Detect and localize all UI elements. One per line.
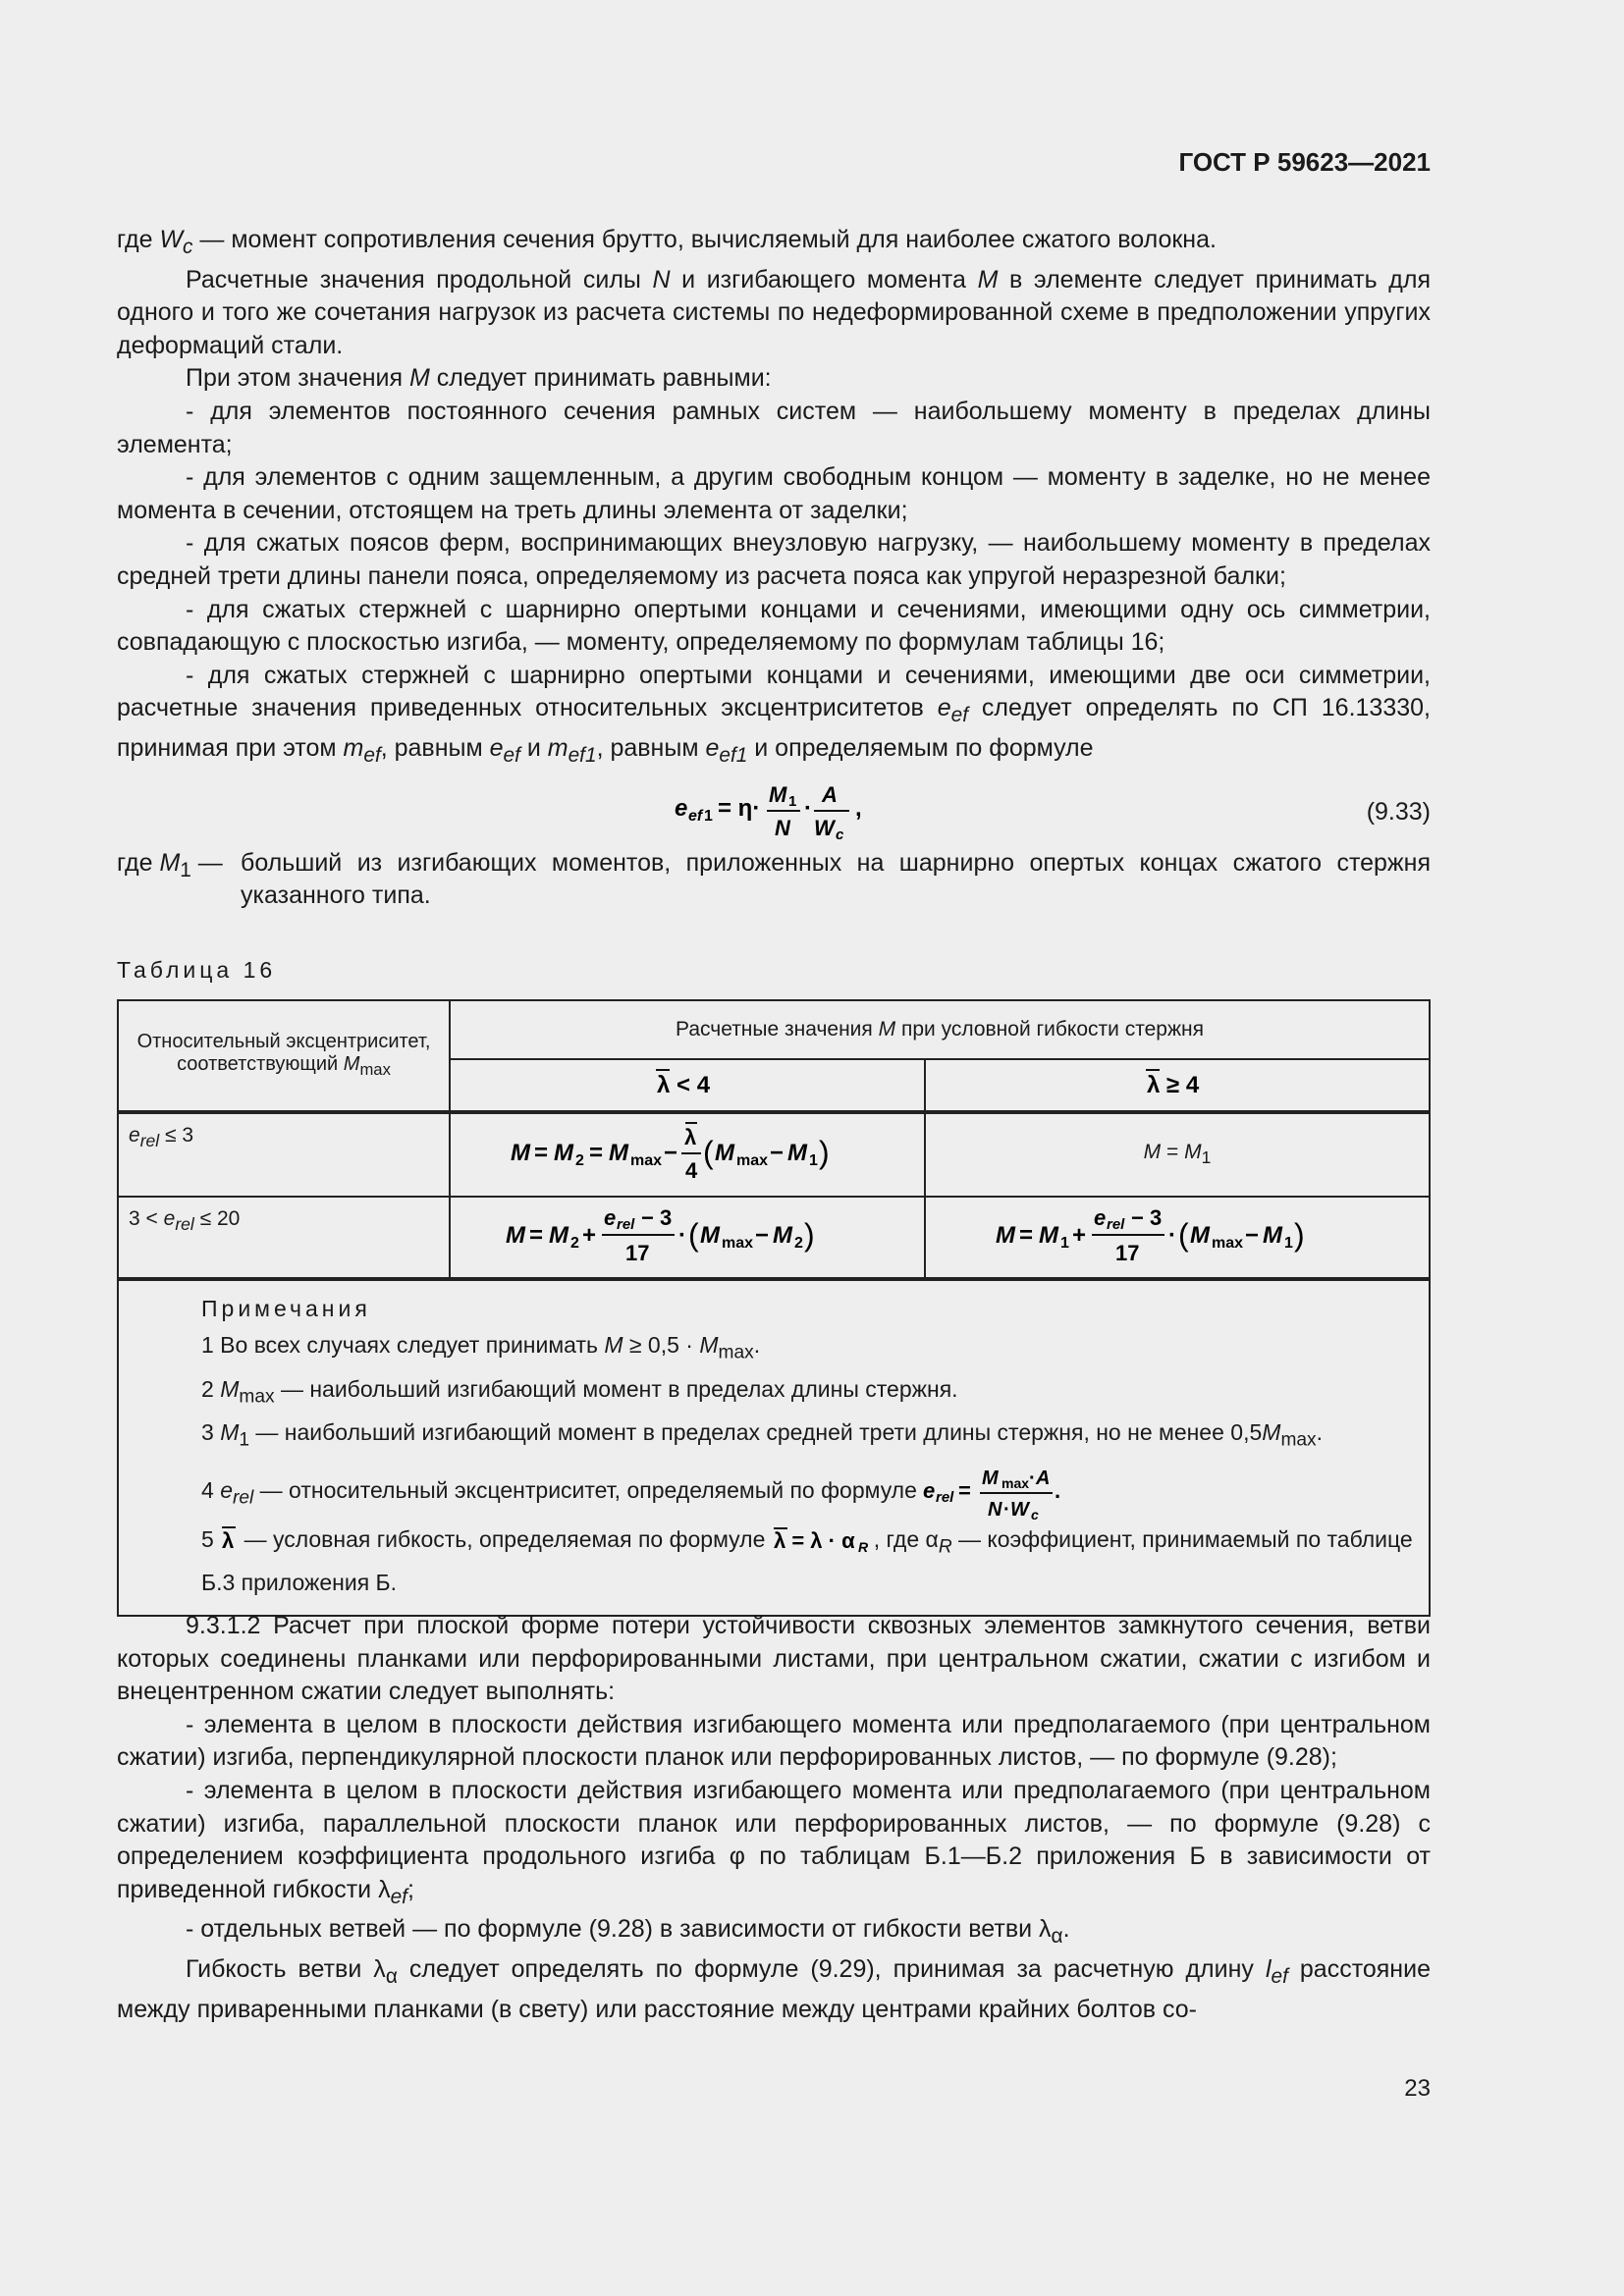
svg-text:λ ≥ 4: λ ≥ 4 (1147, 1071, 1200, 1098)
table-cell: $3 < e_{rel} \le 20$ (118, 1197, 450, 1279)
note-item: 2 $M_{max}$ — наибольший изгибающий момент в пределах длины стержня. (201, 1375, 958, 1408)
svg-text:M: M (554, 1139, 573, 1166)
svg-text:max: max (1212, 1234, 1244, 1252)
table-cell: $e_{rel} \le 3$ (118, 1112, 450, 1197)
svg-text:− 3: − 3 (641, 1204, 673, 1230)
svg-text:+: + (1072, 1221, 1087, 1249)
svg-text:rel: rel (936, 1488, 954, 1506)
main-text (117, 224, 1431, 913)
list-item: - для сжатых стержней с шарнирно опертыми концами и сечениями, имеющими две оси симметрии, расчетные значения приведенных относительных эксцентриситетов $e_{ef}$ следует определять по СП 16.13330, принимая при этом $m_{ef}$, равным $e_{ef}$ и $m_{ef1}$, равным $e_{ef1}$ и определяемым по формуле (117, 661, 1431, 767)
formula-row2-ge (996, 1200, 1359, 1270)
paragraph: Гибкость ветви $\lambda_\alpha$ следует определять по формуле (9.29), принимая за расчетную длину $l_{ef}$ расстояние между приваренными планками (в свету) или расстояние между центрами крайних болтов со- (117, 1954, 1431, 2023)
svg-text:A: A (1036, 1467, 1051, 1489)
table-notes: Примечания 1 Во всех случаях следует принимать $M \ge 0,5 \cdot M_{max}$. 2 $M_{max}$ — наибольший изгибающий момент в пределах длины стержня. 3 $M_1$ — наибольший изгибающий момент в пределах средней трети длины стержня, но не менее $0,5M_{max}$. 4 $e_{rel}$ — относительный эксцентриситет, определяемый по формуле e rel = M max · A N · W c . 5 λ — условная гибкость, определяемая по формуле λ = λ · α R , где $\alpha_R$ — коэффициент, принимаемый по таблице Б.3 приложения Б. (118, 1279, 1430, 1616)
svg-text:max: max (630, 1151, 663, 1169)
main-text-continued (117, 1610, 1431, 2026)
svg-text:1: 1 (704, 807, 713, 825)
svg-text:=: = (529, 1221, 544, 1249)
table-header-cell: Относительный эксцентриситет, соответствующий $M_{max}$ (118, 1000, 450, 1112)
formula-eef1 (675, 778, 910, 843)
svg-text:·: · (1168, 1221, 1176, 1249)
svg-text:M: M (715, 1139, 734, 1166)
table-cell (450, 1112, 925, 1197)
svg-text:4: 4 (685, 1157, 698, 1183)
svg-text:+: + (582, 1221, 597, 1249)
list-item: - элемента в целом в плоскости действия изгибающего момента или предполагаемого (при центральном сжатии) изгиба, перпендикулярной плоскости планок или перфорированных листов, — по формуле (9.28); (117, 1710, 1431, 1772)
svg-text:(: ( (1178, 1216, 1189, 1253)
svg-text:): ) (804, 1216, 815, 1253)
svg-text:·: · (1029, 1467, 1036, 1489)
svg-text:λ: λ (684, 1124, 697, 1149)
svg-text:M: M (700, 1221, 720, 1249)
svg-text:M: M (996, 1221, 1015, 1249)
note-item: 3 $M_1$ — наибольший изгибающий момент в пределах средней трети длины стержня, но не менее $0,5M_{max}$. (201, 1419, 1324, 1451)
svg-text:− 3: − 3 (1131, 1204, 1163, 1230)
where-clause: где $M_1$ — больший из изгибающих моментов, приложенных на шарнирно опертых концах сжатого стержня указанного типа. (117, 848, 1431, 910)
table-16 (117, 999, 1431, 1617)
svg-text:rel: rel (617, 1215, 635, 1233)
formula-erel (923, 1463, 1060, 1522)
svg-text:M: M (511, 1139, 530, 1166)
list-item: - элемента в целом в плоскости действия изгибающего момента или предполагаемого (при центральном сжатии) изгиба, параллельной плоскости планок или перфорированных листов, — по формуле (9.28) с определением коэффициента продольного изгиба φ по таблицам Б.1—Б.2 приложения Б в зависимости от приведенной гибкости $\lambda_{ef}$; (117, 1776, 1431, 1908)
equation-number: (9.33) (1366, 797, 1431, 826)
lambda-bar-symbol (220, 1523, 238, 1551)
document-id: ГОСТ Р 59623—2021 (1178, 147, 1431, 177)
svg-text:rel: rel (1107, 1215, 1125, 1233)
svg-text:1: 1 (1060, 1234, 1069, 1252)
list-item: - для сжатых поясов ферм, воспринимающих внеузловую нагрузку, — наибольшему моменту в пределах средней трети длины панели пояса, определяемому из расчета пояса как упругой неразрезной балки; (117, 529, 1431, 590)
svg-text:−: − (770, 1139, 785, 1166)
svg-text:1: 1 (809, 1151, 818, 1169)
svg-text:=: = (589, 1139, 604, 1166)
svg-text:A: A (822, 781, 838, 807)
svg-text:2: 2 (570, 1234, 579, 1252)
list-item: - отдельных ветвей — по формуле (9.28) в зависимости от гибкости ветви $\lambda_\alpha$. (186, 1915, 1070, 1949)
svg-text:.: . (1055, 1477, 1061, 1503)
note-item: 1 Во всех случаях следует принимать $M \ge 0,5 \cdot M_{max}$. (201, 1332, 761, 1363)
svg-text:−: − (1245, 1221, 1260, 1249)
svg-text:=: = (1019, 1221, 1034, 1249)
svg-text:N: N (775, 815, 790, 840)
paragraph: где $W_c$ — момент сопротивления сечения брутто, вычисляемый для наиболее сжатого волокна. (117, 226, 1217, 258)
svg-text:M: M (787, 1139, 807, 1166)
svg-text:M: M (1190, 1221, 1210, 1249)
svg-text:λ: λ (222, 1527, 235, 1551)
formula-row2-lt (506, 1200, 869, 1270)
lambda-lt-4 (653, 1065, 722, 1100)
list-item: - для сжатых стержней с шарнирно опертыми концами и сечениями, имеющими одну ось симметрии, совпадающую с плоскостью изгиба, — моменту, определяемому по формулам таблицы 16; (117, 595, 1431, 657)
svg-text:): ) (819, 1134, 830, 1170)
table-caption: Таблица 16 (117, 957, 277, 983)
svg-text:−: − (664, 1139, 678, 1166)
svg-text:17: 17 (1115, 1240, 1140, 1265)
note-item: 5 λ — условная гибкость, определяемая по формуле λ = λ · α R , где $\alpha_R$ — коэффициент, принимаемый по таблице Б.3 приложения Б. (201, 1522, 1415, 1602)
page-number: 23 (1404, 2075, 1431, 2102)
svg-text:=: = (958, 1477, 972, 1503)
table-cell (925, 1197, 1430, 1279)
formula-lambda-bar (772, 1523, 874, 1553)
svg-text:e: e (675, 794, 688, 822)
table-cell (450, 1197, 925, 1279)
list-item: - для элементов постоянного сечения рамных систем — наибольшему моменту в пределах длины элемента; (117, 397, 1431, 458)
svg-text:M: M (609, 1139, 628, 1166)
svg-text:): ) (1294, 1216, 1305, 1253)
svg-text:e: e (604, 1204, 617, 1230)
table-header-cell (450, 1059, 925, 1112)
svg-text:(: ( (703, 1134, 714, 1170)
svg-text:= η·: = η· (718, 794, 761, 822)
svg-text:λ = λ · α: λ = λ · α (773, 1527, 855, 1553)
svg-text:ef: ef (688, 807, 703, 825)
table-header-cell: Расчетные значения M при условной гибкости стержня (450, 1000, 1430, 1059)
svg-text:·: · (678, 1221, 686, 1249)
svg-text:M: M (773, 1221, 792, 1249)
table-header-cell (925, 1059, 1430, 1112)
svg-text:M: M (1039, 1221, 1058, 1249)
paragraph: Расчетные значения продольной силы N и изгибающего момента M в элементе следует принимать для одного и того же сочетания нагрузок из расчета системы по недеформированной схеме в предположении упругих деформаций стали. (117, 265, 1432, 359)
svg-text:N: N (988, 1498, 1002, 1521)
svg-text:(: ( (688, 1216, 699, 1253)
svg-text:M: M (506, 1221, 525, 1249)
svg-text:1: 1 (1284, 1234, 1293, 1252)
svg-text:W: W (814, 815, 835, 840)
svg-text:e: e (1094, 1204, 1107, 1230)
paragraph: При этом значения M следует принимать равными: (186, 364, 772, 393)
svg-text:M: M (1263, 1221, 1282, 1249)
svg-text:=: = (534, 1139, 549, 1166)
svg-text:,: , (855, 794, 862, 822)
svg-text:max: max (1001, 1474, 1030, 1491)
svg-text:max: max (722, 1234, 754, 1252)
svg-text:2: 2 (575, 1151, 584, 1169)
svg-text:max: max (736, 1151, 769, 1169)
svg-text:M: M (769, 781, 787, 807)
lambda-ge-4 (1143, 1065, 1212, 1100)
list-item: - для элементов с одним защемленным, а другим свободным концом — моменту в заделке, но не менее момента в сечении, отстоящем на треть длины элемента от заделки; (117, 463, 1431, 524)
svg-text:M: M (549, 1221, 568, 1249)
svg-text:c: c (836, 826, 844, 843)
note-item: 4 $e_{rel}$ — относительный эксцентриситет, определяемый по формуле e rel = M max · A N · W c . (201, 1463, 1415, 1522)
svg-text:17: 17 (625, 1240, 650, 1265)
svg-text:R: R (857, 1538, 868, 1553)
formula-row1-lt (511, 1117, 864, 1188)
svg-text:W: W (1010, 1498, 1030, 1521)
svg-text:c: c (1031, 1506, 1040, 1522)
svg-text:−: − (755, 1221, 770, 1249)
equation-9-33 (117, 778, 1431, 843)
svg-text:·: · (804, 794, 812, 822)
svg-text:M: M (982, 1467, 999, 1489)
paragraph: 9.3.1.2 Расчет при плоской форме потери устойчивости сквозных элементов замкнутого сечения, ветви которых соединены планками или перфорированными листами, при центральном сжатии, сжатии с изгибом и внецентренном сжатии следует выполнять: (117, 1612, 1431, 1706)
svg-text:·: · (1003, 1498, 1010, 1521)
svg-text:2: 2 (794, 1234, 803, 1252)
table-cell: $M = M_1$ (925, 1112, 1430, 1197)
svg-text:λ < 4: λ < 4 (657, 1071, 711, 1098)
svg-text:e: e (923, 1477, 936, 1503)
svg-text:1: 1 (788, 792, 797, 810)
